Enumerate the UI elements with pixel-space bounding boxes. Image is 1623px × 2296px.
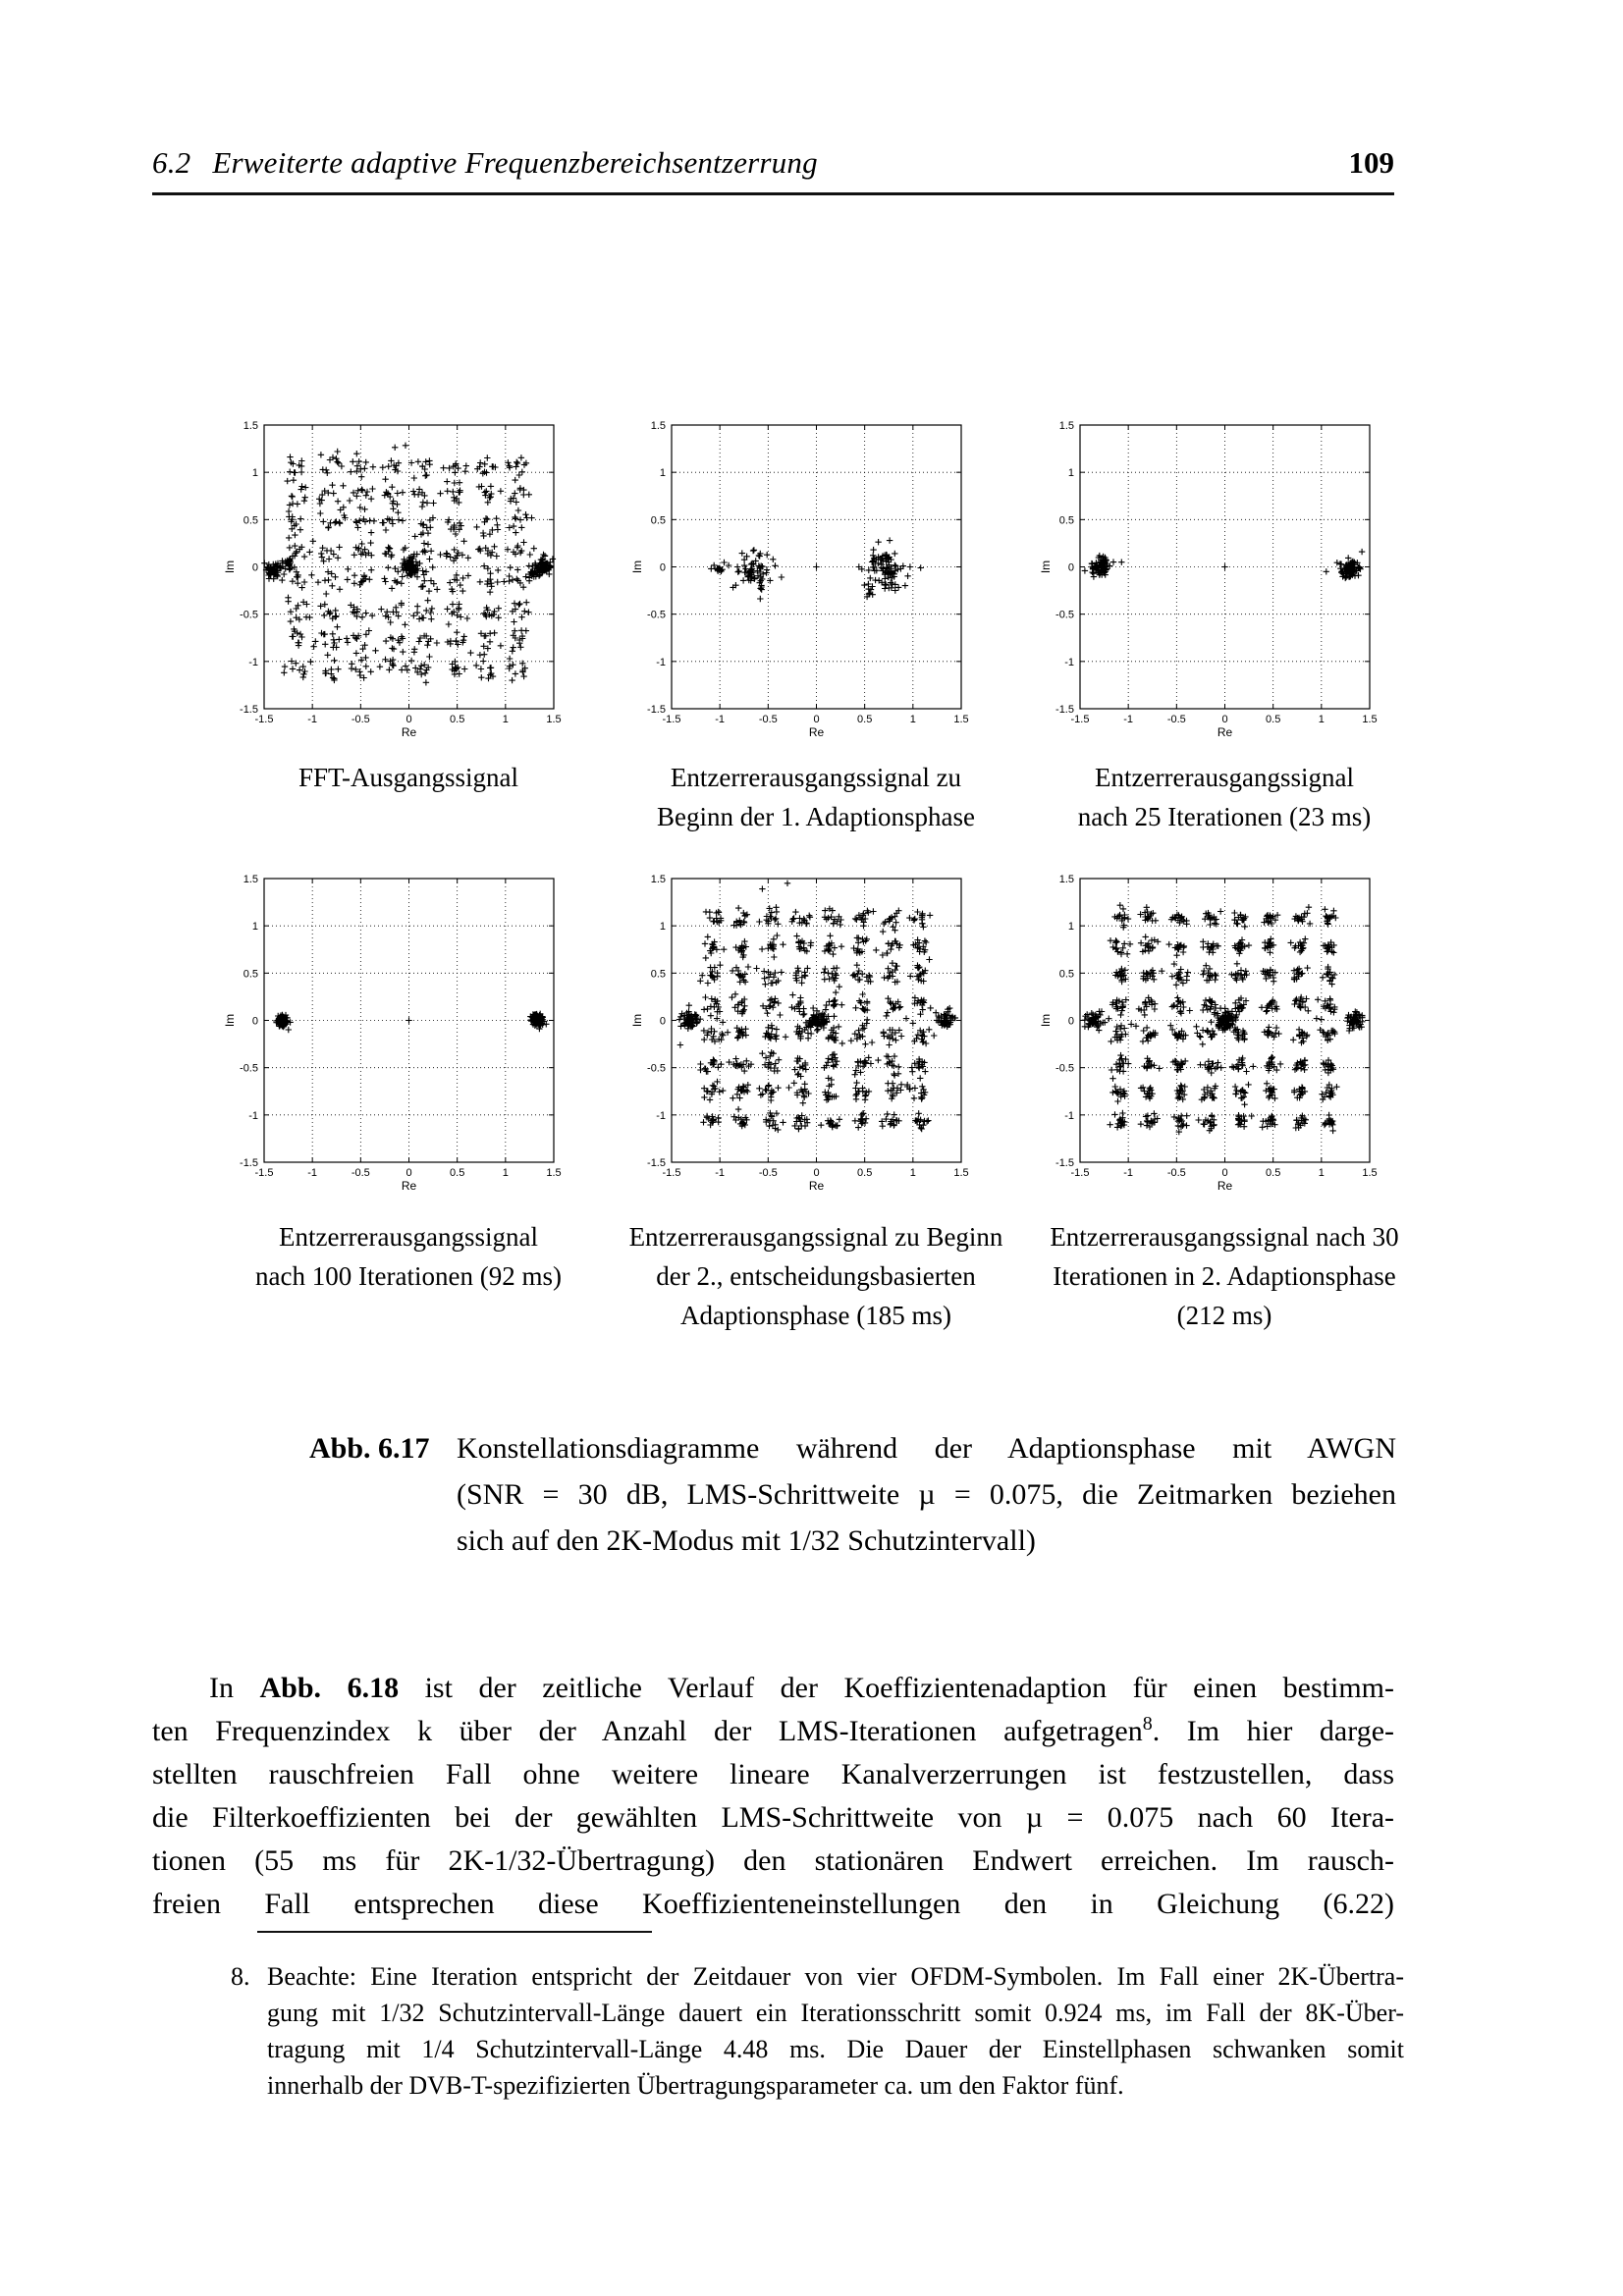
svg-text:-1.5: -1.5 xyxy=(662,1167,680,1179)
svg-text:Re: Re xyxy=(1217,725,1232,739)
caption-line: der 2., entscheidungsbasierten xyxy=(656,1261,976,1291)
svg-text:-0.5: -0.5 xyxy=(351,1167,370,1179)
svg-text:0.5: 0.5 xyxy=(856,1167,872,1179)
svg-text:-1.5: -1.5 xyxy=(254,714,273,725)
caption-line: Entzerrerausgangssignal zu xyxy=(670,763,962,792)
svg-text:1: 1 xyxy=(1067,467,1074,480)
caption-line: Adaptionsphase (185 ms) xyxy=(680,1301,951,1330)
svg-text:-1: -1 xyxy=(1063,1109,1074,1122)
svg-text:-1.5: -1.5 xyxy=(239,704,258,716)
svg-text:0: 0 xyxy=(1220,1167,1228,1179)
svg-text:-1: -1 xyxy=(1063,656,1074,668)
svg-text:Im: Im xyxy=(1038,1013,1053,1028)
svg-text:0: 0 xyxy=(1067,561,1074,574)
svg-text:0.5: 0.5 xyxy=(1058,968,1074,981)
svg-text:1.5: 1.5 xyxy=(952,714,969,725)
svg-text:0.5: 0.5 xyxy=(449,714,464,725)
plot-caption-6 xyxy=(989,1217,1460,1335)
caption-line: Entzerrerausgangssignal xyxy=(279,1222,538,1252)
svg-text:-1.5: -1.5 xyxy=(1055,1157,1074,1169)
svg-text:-0.5: -0.5 xyxy=(1055,1062,1074,1075)
page-number: 109 xyxy=(1348,145,1394,180)
svg-text:1.5: 1.5 xyxy=(1361,1167,1378,1179)
svg-text:-0.5: -0.5 xyxy=(646,1062,666,1075)
plot-caption-4 xyxy=(173,1217,644,1296)
footnote xyxy=(231,1958,1409,2104)
plot-caption-5 xyxy=(580,1217,1052,1335)
figure-caption-line: (SNR = 30 dB, LMS-Schrittweite µ = 0.075, die Zeitmarken beziehen xyxy=(457,1478,1396,1511)
body-line: freien Fall entsprechen diese Koeffizienteneinstellungen den in Gleichung (6.22) xyxy=(152,1888,1394,1920)
svg-text:-0.5: -0.5 xyxy=(239,1062,258,1075)
svg-text:1.5: 1.5 xyxy=(1058,874,1074,885)
footnote-line: Beachte: Eine Iteration entspricht der Zeitdauer von vier OFDM-Symbolen. Im Fall einer 2K-Übertra- xyxy=(267,1962,1404,1991)
svg-text:0: 0 xyxy=(1067,1015,1074,1028)
svg-text:-0.5: -0.5 xyxy=(351,714,370,725)
constellation-plot-6 xyxy=(1034,871,1387,1209)
section-number: 6.2 xyxy=(152,145,191,180)
svg-text:-1: -1 xyxy=(1122,714,1133,725)
body-line: ten Frequenzindex k über der Anzahl der LMS-Iterationen aufgetragen$^8$. Im hier darge- xyxy=(152,1713,1394,1747)
svg-text:0: 0 xyxy=(659,561,666,574)
svg-text:-1.5: -1.5 xyxy=(1055,704,1074,716)
svg-text:-1: -1 xyxy=(655,656,666,668)
svg-text:1.5: 1.5 xyxy=(1361,714,1378,725)
svg-text:-1: -1 xyxy=(1122,1167,1133,1179)
svg-text:0.5: 0.5 xyxy=(1265,1167,1280,1179)
body-line: tionen (55 ms für 2K-1/32-Übertragung) den stationären Endwert erreichen. Im rausch- xyxy=(152,1844,1394,1877)
svg-text:-1: -1 xyxy=(247,1109,258,1122)
footnote-line: innerhalb der DVB-T-spezifizierten Übertragungsparameter ca. um den Faktor fünf. xyxy=(267,2071,1124,2100)
svg-text:1: 1 xyxy=(251,921,258,934)
svg-text:-0.5: -0.5 xyxy=(646,609,666,621)
svg-text:Im: Im xyxy=(1038,560,1053,574)
svg-text:-0.5: -0.5 xyxy=(758,1167,778,1179)
body-line: stellten rauschfreien Fall ohne weitere lineare Kanalverzerrungen ist festzustellen, dass xyxy=(152,1758,1394,1790)
svg-text:0: 0 xyxy=(812,1167,820,1179)
svg-text:1: 1 xyxy=(1318,1167,1325,1179)
footnote-line: tragung mit 1/4 Schutzintervall-Länge 4.48 ms. Die Dauer der Einstellphasen schwanken somit xyxy=(267,2035,1404,2063)
caption-line: nach 100 Iterationen (92 ms) xyxy=(255,1261,562,1291)
plot-caption-2 xyxy=(580,758,1052,836)
svg-text:-1.5: -1.5 xyxy=(239,1157,258,1169)
caption-line: Entzerrerausgangssignal zu Beginn xyxy=(628,1222,1003,1252)
svg-text:Im: Im xyxy=(222,1013,237,1028)
svg-text:0.5: 0.5 xyxy=(1058,514,1074,527)
svg-text:1: 1 xyxy=(659,921,666,934)
caption-line: Entzerrerausgangssignal xyxy=(1095,763,1354,792)
svg-text:-1: -1 xyxy=(655,1109,666,1122)
svg-text:-1: -1 xyxy=(306,1167,317,1179)
svg-text:0: 0 xyxy=(659,1015,666,1028)
svg-text:-1.5: -1.5 xyxy=(1070,714,1089,725)
svg-text:-1.5: -1.5 xyxy=(646,704,666,716)
svg-text:Re: Re xyxy=(401,1179,416,1193)
svg-text:Im: Im xyxy=(629,1013,644,1028)
svg-text:1: 1 xyxy=(502,1167,509,1179)
svg-text:Re: Re xyxy=(401,725,416,739)
svg-text:1.5: 1.5 xyxy=(952,1167,969,1179)
svg-text:0.5: 0.5 xyxy=(650,968,666,981)
svg-text:0.5: 0.5 xyxy=(856,714,872,725)
svg-text:1: 1 xyxy=(1067,921,1074,934)
svg-text:0: 0 xyxy=(812,714,820,725)
svg-text:0.5: 0.5 xyxy=(243,514,258,527)
svg-text:Im: Im xyxy=(629,560,644,574)
footnote-marker: 8. xyxy=(231,1962,250,1991)
svg-text:0: 0 xyxy=(251,561,258,574)
svg-text:Re: Re xyxy=(808,725,824,739)
svg-text:1: 1 xyxy=(1318,714,1325,725)
figure-caption-text xyxy=(457,1425,1396,1564)
svg-text:0: 0 xyxy=(405,714,412,725)
svg-text:1.5: 1.5 xyxy=(650,874,666,885)
constellation-plot-3 xyxy=(1034,417,1387,756)
svg-text:-1: -1 xyxy=(306,714,317,725)
svg-text:-1: -1 xyxy=(714,714,725,725)
footnote-text xyxy=(267,1958,1404,2104)
body-line: die Filterkoeffizienten bei der gewählten LMS-Schrittweite von µ = 0.075 nach 60 Itera- xyxy=(152,1801,1394,1834)
footnote-line: gung mit 1/32 Schutzintervall-Länge dauert ein Iterationsschritt somit 0.924 ms, im Fall der 8K-Über- xyxy=(267,1999,1404,2027)
svg-text:0: 0 xyxy=(251,1015,258,1028)
body-paragraph xyxy=(152,1667,1394,1926)
figure-caption-line: sich auf den 2K-Modus mit 1/32 Schutzintervall) xyxy=(457,1524,1036,1557)
svg-text:-0.5: -0.5 xyxy=(758,714,778,725)
svg-text:1.5: 1.5 xyxy=(243,420,258,432)
svg-text:1: 1 xyxy=(659,467,666,480)
svg-text:Re: Re xyxy=(1217,1179,1232,1193)
svg-text:Im: Im xyxy=(222,560,237,574)
figure-caption xyxy=(309,1425,1399,1564)
svg-text:0: 0 xyxy=(1220,714,1228,725)
svg-text:1.5: 1.5 xyxy=(650,420,666,432)
footnote-rule xyxy=(257,1931,652,1933)
svg-text:1: 1 xyxy=(909,1167,916,1179)
svg-text:1.5: 1.5 xyxy=(545,714,562,725)
figure-caption-label: Abb. 6.17 xyxy=(309,1432,430,1465)
svg-text:-1: -1 xyxy=(247,656,258,668)
svg-text:0.5: 0.5 xyxy=(243,968,258,981)
svg-text:-1.5: -1.5 xyxy=(646,1157,666,1169)
svg-text:0.5: 0.5 xyxy=(449,1167,464,1179)
svg-text:1: 1 xyxy=(251,467,258,480)
section-title: Erweiterte adaptive Frequenzbereichsentzerrung xyxy=(212,145,818,180)
svg-text:0: 0 xyxy=(405,1167,412,1179)
svg-text:1.5: 1.5 xyxy=(243,874,258,885)
svg-text:1.5: 1.5 xyxy=(1058,420,1074,432)
constellation-plot-1 xyxy=(218,417,571,756)
caption-line: Entzerrerausgangssignal nach 30 xyxy=(1050,1222,1399,1252)
svg-text:1: 1 xyxy=(502,714,509,725)
caption-line: (212 ms) xyxy=(1176,1301,1272,1330)
caption-line: Beginn der 1. Adaptionsphase xyxy=(657,802,975,831)
svg-text:0.5: 0.5 xyxy=(1265,714,1280,725)
constellation-plot-2 xyxy=(625,417,979,756)
svg-text:-0.5: -0.5 xyxy=(1166,714,1186,725)
svg-text:1: 1 xyxy=(909,714,916,725)
svg-text:-1: -1 xyxy=(714,1167,725,1179)
body-line: In Abb. 6.18 ist der zeitliche Verlauf der Koeffizientenadaption für einen bestimm- xyxy=(209,1672,1394,1704)
svg-text:-0.5: -0.5 xyxy=(1055,609,1074,621)
caption-line: nach 25 Iterationen (23 ms) xyxy=(1077,802,1372,831)
svg-text:1.5: 1.5 xyxy=(545,1167,562,1179)
svg-text:-0.5: -0.5 xyxy=(239,609,258,621)
plot-caption-3 xyxy=(989,758,1460,836)
svg-text:0.5: 0.5 xyxy=(650,514,666,527)
constellation-plot-4 xyxy=(218,871,571,1209)
caption-line: FFT-Ausgangssignal xyxy=(298,763,519,792)
svg-text:Re: Re xyxy=(808,1179,824,1193)
caption-line: Iterationen in 2. Adaptionsphase xyxy=(1053,1261,1396,1291)
figure-caption-line: Konstellationsdiagramme während der Adaptionsphase mit AWGN xyxy=(457,1432,1396,1465)
constellation-plot-5 xyxy=(625,871,979,1209)
plot-caption-1 xyxy=(173,758,644,797)
svg-text:-1.5: -1.5 xyxy=(254,1167,273,1179)
svg-text:-1.5: -1.5 xyxy=(1070,1167,1089,1179)
svg-text:-0.5: -0.5 xyxy=(1166,1167,1186,1179)
svg-text:-1.5: -1.5 xyxy=(662,714,680,725)
